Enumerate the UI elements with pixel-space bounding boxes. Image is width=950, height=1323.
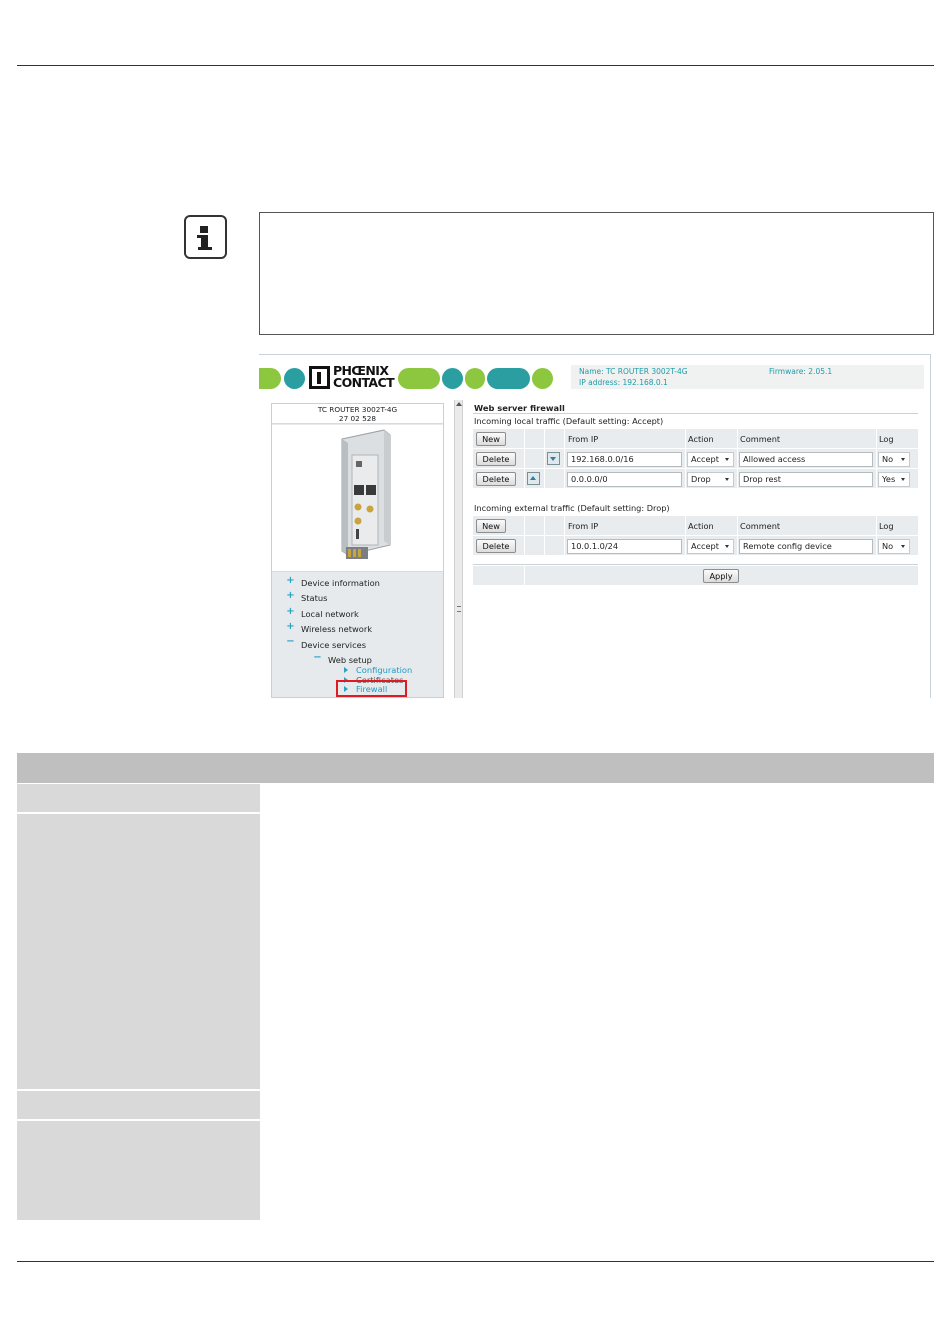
col-log: Log [879, 521, 894, 531]
comment-input[interactable]: Remote config device [739, 539, 873, 554]
nav-device-information[interactable]: Device information [301, 578, 380, 588]
brand-pill-teal [442, 368, 463, 389]
move-down-button[interactable] [547, 452, 560, 465]
brand-pill-green [259, 368, 281, 389]
comment-input[interactable]: Allowed access [739, 452, 873, 467]
chevron-down-icon [725, 478, 729, 481]
scroll-up-icon[interactable] [456, 402, 462, 406]
col-action: Action [688, 521, 714, 531]
screenshot-top-border [259, 354, 931, 355]
nav-configuration[interactable]: Configuration [356, 665, 413, 675]
delete-rule-button[interactable]: Delete [476, 472, 516, 486]
web-server-firewall-form [473, 403, 918, 585]
header-rule [17, 65, 934, 66]
local-header-row [473, 428, 918, 448]
firewall-highlight-box [336, 680, 407, 697]
section-spacer [473, 488, 918, 501]
info-icon [184, 215, 227, 259]
col-from-ip: From IP [568, 521, 599, 531]
col-comment: Comment [740, 434, 781, 444]
external-traffic-heading: Incoming external traffic (Default setting: Drop) [473, 501, 918, 515]
apply-row [473, 565, 918, 585]
expand-plus-icon[interactable]: + [286, 606, 295, 617]
nav-status[interactable]: Status [301, 593, 328, 603]
external-header-row [473, 515, 918, 535]
collapse-minus-icon[interactable]: − [286, 636, 295, 647]
brand-pill-teal [487, 368, 530, 389]
nav-device-services[interactable]: Device services [301, 640, 367, 650]
screenshot-right-border [930, 354, 931, 698]
from-ip-input[interactable]: 192.168.0.0/16 [567, 452, 682, 467]
expand-plus-icon[interactable]: + [286, 590, 295, 601]
nav-wireless-network[interactable]: Wireless network [301, 624, 373, 634]
phoenix-contact-logo: PHŒNIX CONTACT [309, 365, 395, 391]
col-comment: Comment [740, 521, 781, 531]
action-select[interactable]: Accept [687, 452, 734, 467]
local-traffic-heading: Incoming local traffic (Default setting: Accept) [473, 414, 918, 428]
chevron-down-icon [725, 545, 729, 548]
firmware-version: Firmware: 2.05.1 [769, 367, 833, 376]
new-external-rule-button[interactable]: New [476, 519, 506, 533]
col-from-ip: From IP [568, 434, 599, 444]
log-select[interactable]: No [878, 452, 910, 467]
router-device-icon [272, 425, 443, 572]
new-local-rule-button[interactable]: New [476, 432, 506, 446]
table-row [473, 448, 918, 468]
table-cell [17, 814, 260, 1089]
ip-address: IP address: 192.168.0.1 [579, 378, 668, 387]
nav-local-network[interactable]: Local network [301, 609, 359, 619]
table-header [17, 753, 934, 783]
firewall-title: Web server firewall [473, 403, 918, 414]
delete-rule-button[interactable]: Delete [476, 539, 516, 553]
action-select[interactable]: Accept [687, 539, 734, 554]
logo-emblem-icon [309, 366, 330, 389]
device-model: TC ROUTER 3002T-4G [317, 405, 398, 414]
arrow-up-icon [530, 476, 536, 480]
chevron-down-icon [901, 478, 905, 481]
nav-arrow-icon [344, 667, 348, 673]
arrow-down-icon [550, 457, 556, 461]
apply-button[interactable]: Apply [703, 569, 739, 583]
nav-web-setup[interactable]: Web setup [328, 655, 372, 665]
delete-rule-button[interactable]: Delete [476, 452, 516, 466]
chevron-down-icon [901, 458, 905, 461]
expand-plus-icon[interactable]: + [286, 575, 295, 586]
collapse-minus-icon[interactable]: − [313, 652, 322, 663]
device-name: Name: TC ROUTER 3002T-4G [579, 367, 688, 376]
section-spacer [473, 555, 918, 565]
table-cell [17, 784, 260, 812]
router-web-ui-screenshot [259, 354, 931, 698]
brand-pill-green [465, 368, 485, 389]
vertical-scrollbar[interactable] [454, 400, 463, 698]
from-ip-input[interactable]: 0.0.0.0/0 [567, 472, 682, 487]
nav-certificates[interactable]: Certificates [356, 675, 404, 685]
device-order-number: 27 02 528 [338, 414, 377, 423]
table-row [473, 535, 918, 555]
device-nav-panel [271, 403, 444, 698]
device-header [272, 404, 443, 424]
brand-pill-green [398, 368, 440, 389]
nav-firewall[interactable]: Firewall [356, 684, 388, 694]
brand-pill-green [532, 368, 553, 389]
table-cell [17, 1121, 260, 1220]
note-box [259, 212, 934, 335]
move-up-button[interactable] [527, 472, 540, 485]
comment-input[interactable]: Drop rest [739, 472, 873, 487]
brand-pill-teal [284, 368, 305, 389]
scroll-grip-icon[interactable] [457, 606, 461, 612]
chevron-down-icon [725, 458, 729, 461]
log-select[interactable]: No [878, 539, 910, 554]
from-ip-input[interactable]: 10.0.1.0/24 [567, 539, 682, 554]
action-select[interactable]: Drop [687, 472, 734, 487]
log-select[interactable]: Yes [878, 472, 910, 487]
device-image [272, 425, 443, 572]
table-cell [17, 1091, 260, 1119]
col-log: Log [879, 434, 894, 444]
chevron-down-icon [901, 545, 905, 548]
device-info-bar [571, 365, 924, 389]
expand-plus-icon[interactable]: + [286, 621, 295, 632]
footer-rule [17, 1261, 934, 1262]
col-action: Action [688, 434, 714, 444]
table-row [473, 468, 918, 488]
